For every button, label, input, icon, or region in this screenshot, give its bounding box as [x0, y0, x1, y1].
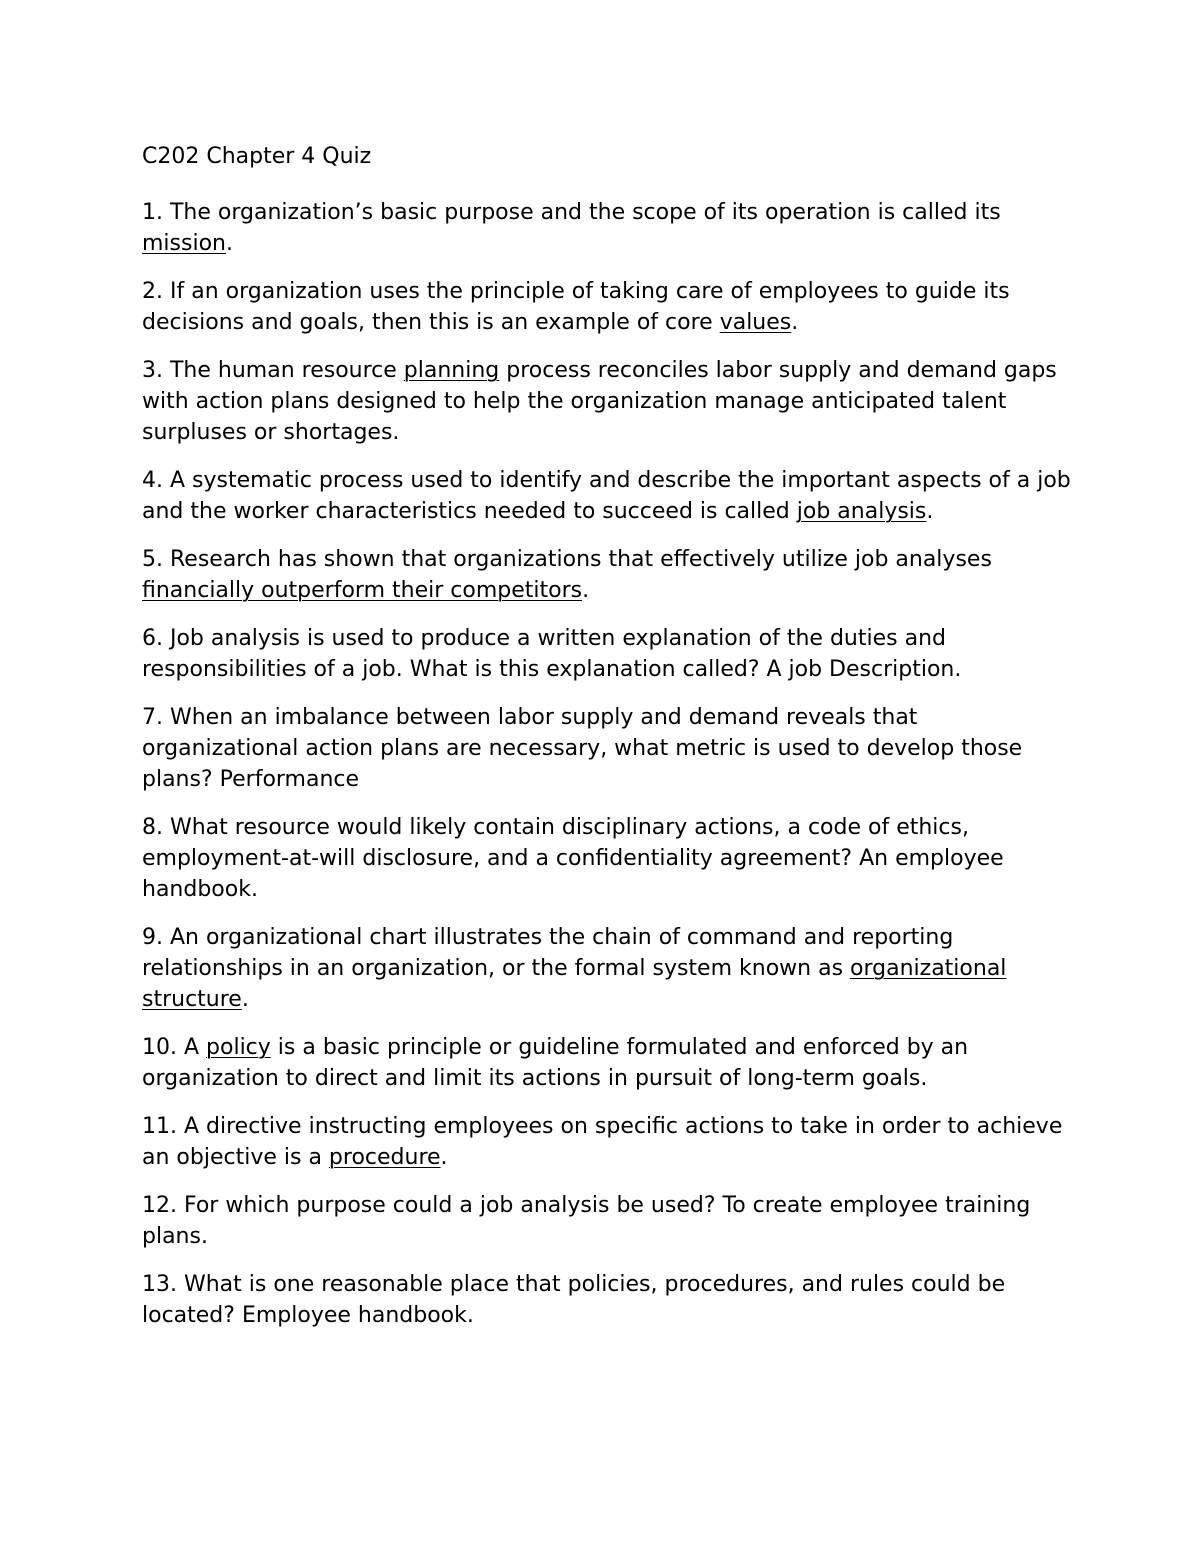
- document-page: [142, 141, 1072, 1348]
- underlined-answer: values: [719, 310, 792, 335]
- underlined-answer: policy: [206, 1035, 271, 1060]
- underlined-answer: mission: [142, 231, 226, 256]
- question-text: 6. Job analysis is used to produce a written explanation of the duties and responsibilities of a job. What is this explanation called? A job Description.: [142, 626, 962, 682]
- question-text-end: is a basic principle or guideline formulated and enforced by an organization to direct and limit its actions in pursuit of long-term goals.: [142, 1035, 969, 1091]
- underlined-answer: organizational structure: [142, 956, 1007, 1012]
- underlined-answer: financially outperform their competitors: [142, 578, 583, 603]
- question-text-end: .: [225, 231, 233, 256]
- question-item: [142, 812, 1072, 905]
- question-text: 3. The human resource: [142, 358, 404, 383]
- question-item: [142, 623, 1072, 685]
- question-text: 9. An organizational chart illustrates the chain of command and reporting relationships in an organization, or the formal system known as: [142, 925, 954, 981]
- question-text: 13. What is one reasonable place that policies, procedures, and rules could be located? Employee handbook.: [142, 1272, 1006, 1328]
- underlined-answer: job analysis: [796, 499, 927, 524]
- question-item: [142, 197, 1072, 259]
- question-text: 5. Research has shown that organizations that effectively utilize job analyses: [142, 547, 992, 572]
- question-item: [142, 1269, 1072, 1331]
- question-text: 7. When an imbalance between labor supply and demand reveals that organizational action plans are necessary, what metric is used to develop those plans? Performance: [142, 705, 1023, 792]
- question-text: 12. For which purpose could a job analysis be used? To create employee training plans.: [142, 1193, 1031, 1249]
- question-text-end: .: [241, 987, 249, 1012]
- document-title: C202 Chapter 4 Quiz: [142, 144, 372, 169]
- question-item: [142, 922, 1072, 1015]
- question-text: 2. If an organization uses the principle of taking care of employees to guide its decisions and goals, then this is an example of core: [142, 279, 1010, 335]
- underlined-answer: procedure: [328, 1145, 441, 1170]
- question-item: [142, 544, 1072, 606]
- question-text-end: .: [791, 310, 799, 335]
- question-item: [142, 1190, 1072, 1252]
- question-item: [142, 276, 1072, 338]
- question-text: 4. A systematic process used to identify and describe the important aspects of a job and the worker characteristics needed to succeed is called: [142, 468, 1071, 524]
- question-text: 11. A directive instructing employees on specific actions to take in order to achieve an objective is a: [142, 1114, 1063, 1170]
- question-item: [142, 702, 1072, 795]
- question-item: [142, 465, 1072, 527]
- question-text-end: .: [926, 499, 934, 524]
- question-item: [142, 1111, 1072, 1173]
- underlined-answer: planning: [403, 358, 500, 383]
- question-text: 10. A: [142, 1035, 207, 1060]
- question-item: [142, 1032, 1072, 1094]
- question-text: 8. What resource would likely contain disciplinary actions, a code of ethics, employment-at-will disclosure, and a confidentiality agreement? An employee handbook.: [142, 815, 1004, 902]
- question-text-end: process reconciles labor supply and demand gaps with action plans designed to help the organization manage anticipated talent surpluses or shortages.: [142, 358, 1057, 445]
- question-text-end: .: [440, 1145, 448, 1170]
- question-text: 1. The organization’s basic purpose and the scope of its operation is called its: [142, 200, 1001, 225]
- question-item: [142, 355, 1072, 448]
- question-text-end: .: [582, 578, 590, 603]
- question-list: [142, 197, 1072, 1331]
